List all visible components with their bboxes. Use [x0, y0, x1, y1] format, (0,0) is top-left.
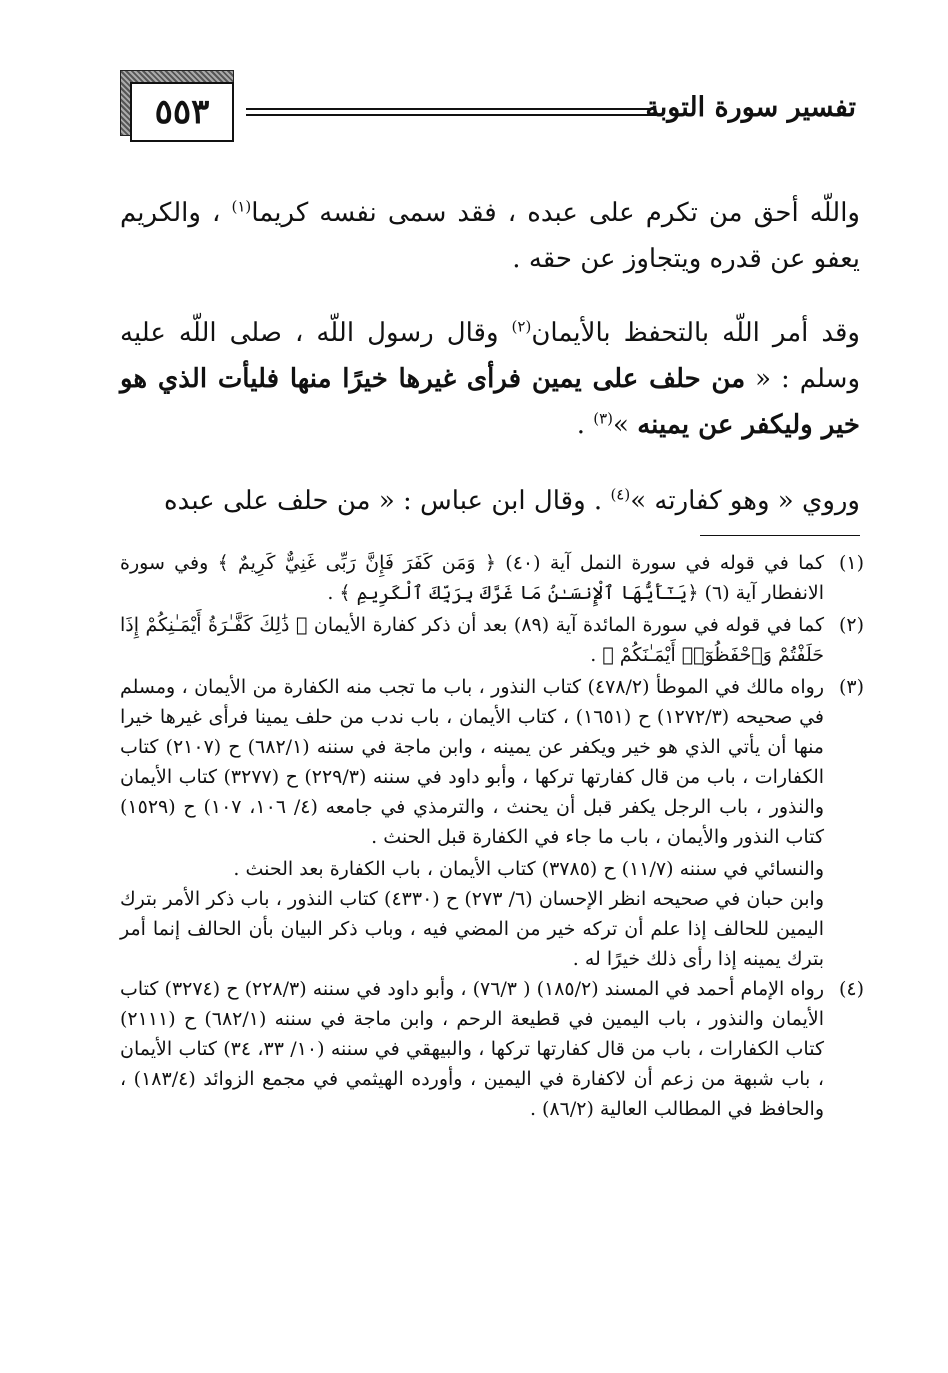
p1-tail: ، والكريم يعفو عن قدره ويتجاوز عن حقه .	[120, 198, 860, 274]
p2-text: وقد أمر اللّه بالتحفظ بالأيمان	[531, 318, 860, 348]
footnote-number: (٢)	[838, 614, 864, 636]
paragraph-2	[120, 310, 860, 448]
footnotes	[120, 548, 864, 1126]
footnote-4	[120, 974, 864, 1124]
footnote-1	[120, 548, 864, 608]
footnote-ref-1[interactable]: (١)	[231, 197, 252, 216]
p2-tail: .	[576, 410, 594, 440]
footnote-text: كما في قوله في سورة المائدة آية (٨٩) بعد أن ذكر كفارة الأيمان ﴿ ذَٰلِكَ كَفَّـٰرَةُ أَيْمَـٰنِكُمْ إِذَا حَلَفْتُمْ وَٱحْفَظُوٓا۟ أَيْمَـٰنَكُمْ ﴾ .	[120, 614, 824, 666]
p1-text: واللّه أحق من تكرم على عبده ، فقد سمى نفسه كريما	[251, 198, 860, 228]
hadith-quote: من حلف على يمين فرأى غيرها خيرًا منها فليأت الذي هو خير وليكفر عن يمينه	[120, 364, 860, 440]
footnote-number: (٣)	[838, 676, 864, 698]
footnote-text: كما في قوله في سورة النمل آية (٤٠) ﴿ وَمَن كَفَرَ فَإِنَّ رَبِّى غَنِيٌّ كَرِيمٌ ﴾ وفي سورة الانفطار آية (٦) ﴿يَـٰٓأَيُّهَا ٱلْإِنسَـٰنُ مَا غَرَّكَ بِرَبِّكَ ٱلْكَرِيمِ ﴾ .	[120, 552, 824, 604]
footnote-3	[120, 672, 864, 852]
footnote-text: رواه مالك في الموطأ (٤٧٨/٢) كتاب النذور ، باب ما تجب منه الكفارة من الأيمان ، ومسلم في صحيحه (١٢٧٢/٣) ح (١٦٥١) ، كتاب الأيمان ، باب ندب من حلف يمينا فرأى غيرها خيرا منها أن يأتي الذي هو خير ويكفر عن يمينه ، وابن ماجة في سننه (٦٨٢/١) ح (٢١٠٧) كتاب الكفارات ، باب من قال كفارتها تركها ، وأبو داود في سننه (٢٢٩/٣) ح (٣٢٧٧) كتاب الأيمان والنذور ، باب الرجل يكفر قبل أن يحنث ، والترمذي في جامعه (٤/ ١٠٦، ١٠٧) ح (١٥٢٩) كتاب النذور والأيمان ، باب ما جاء في الكفارة قبل الحنث .	[120, 676, 825, 848]
footnote-separator	[700, 535, 860, 536]
footnote-number: (٤)	[838, 978, 864, 1000]
p3-text: وروي « وهو كفارته »	[630, 486, 860, 516]
p2-end: »	[613, 410, 638, 440]
footnote-3-continuation-2: وابن حبان في صحيحه انظر الإحسان (٦/ ٢٧٣) ح (٤٣٣٠) كتاب النذور ، باب ذكر الأمر بترك اليمين للحالف إذا علم أن تركه خير من المضي فيه ، وباب ذكر البيان بأن الحالف إنما أمر بترك يمينه إذا رأى ذلك خيرًا له .	[120, 888, 824, 970]
footnote-text: رواه الإمام أحمد في المسند (١٨٥/٢) ( ٧٦/٣) ، وأبو داود في سننه (٢٢٨/٣) ح (٣٢٧٤) كتاب الأيمان والنذور ، باب اليمين في قطيعة الرحم ، وابن ماجة في سننه (٦٨٢/١) ح (٢١١١) كتاب الكفارات ، باب من قال كفارتها تركها ، والبيهقي في سننه (١٠/ ٣٣، ٣٤) كتاب الأيمان ، باب شبهة من زعم أن لاكفارة في اليمين ، وأورده الهيثمي في مجمع الزوائد (١٨٣/٤) ، والحافظ في المطالب العالية (٨٦/٢) .	[120, 978, 825, 1120]
footnote-3-continuation-1: والنسائي في سننه (١١/٧) ح (٣٧٨٥) كتاب الأيمان ، باب الكفارة بعد الحنث .	[233, 858, 824, 880]
footnote-2	[120, 610, 864, 670]
p2-mid: وقال رسول اللّه ، صلى اللّه عليه وسلم : «	[120, 318, 861, 394]
header-rule	[246, 108, 656, 116]
footnote-number: (١)	[838, 552, 864, 574]
footnote-ref-4[interactable]: (٤)	[610, 485, 631, 504]
footnote-ref-3[interactable]: (٣)	[593, 409, 614, 428]
paragraph-1	[120, 190, 860, 282]
page-number: ٥٥٣	[130, 82, 234, 142]
page-number-box	[120, 70, 240, 150]
p3-tail: . وقال ابن عباس : « من حلف على عبده	[164, 486, 611, 516]
paragraph-3	[120, 478, 860, 524]
running-title: تفسير سورة التوبة	[645, 92, 856, 123]
footnote-ref-2[interactable]: (٢)	[511, 317, 532, 336]
